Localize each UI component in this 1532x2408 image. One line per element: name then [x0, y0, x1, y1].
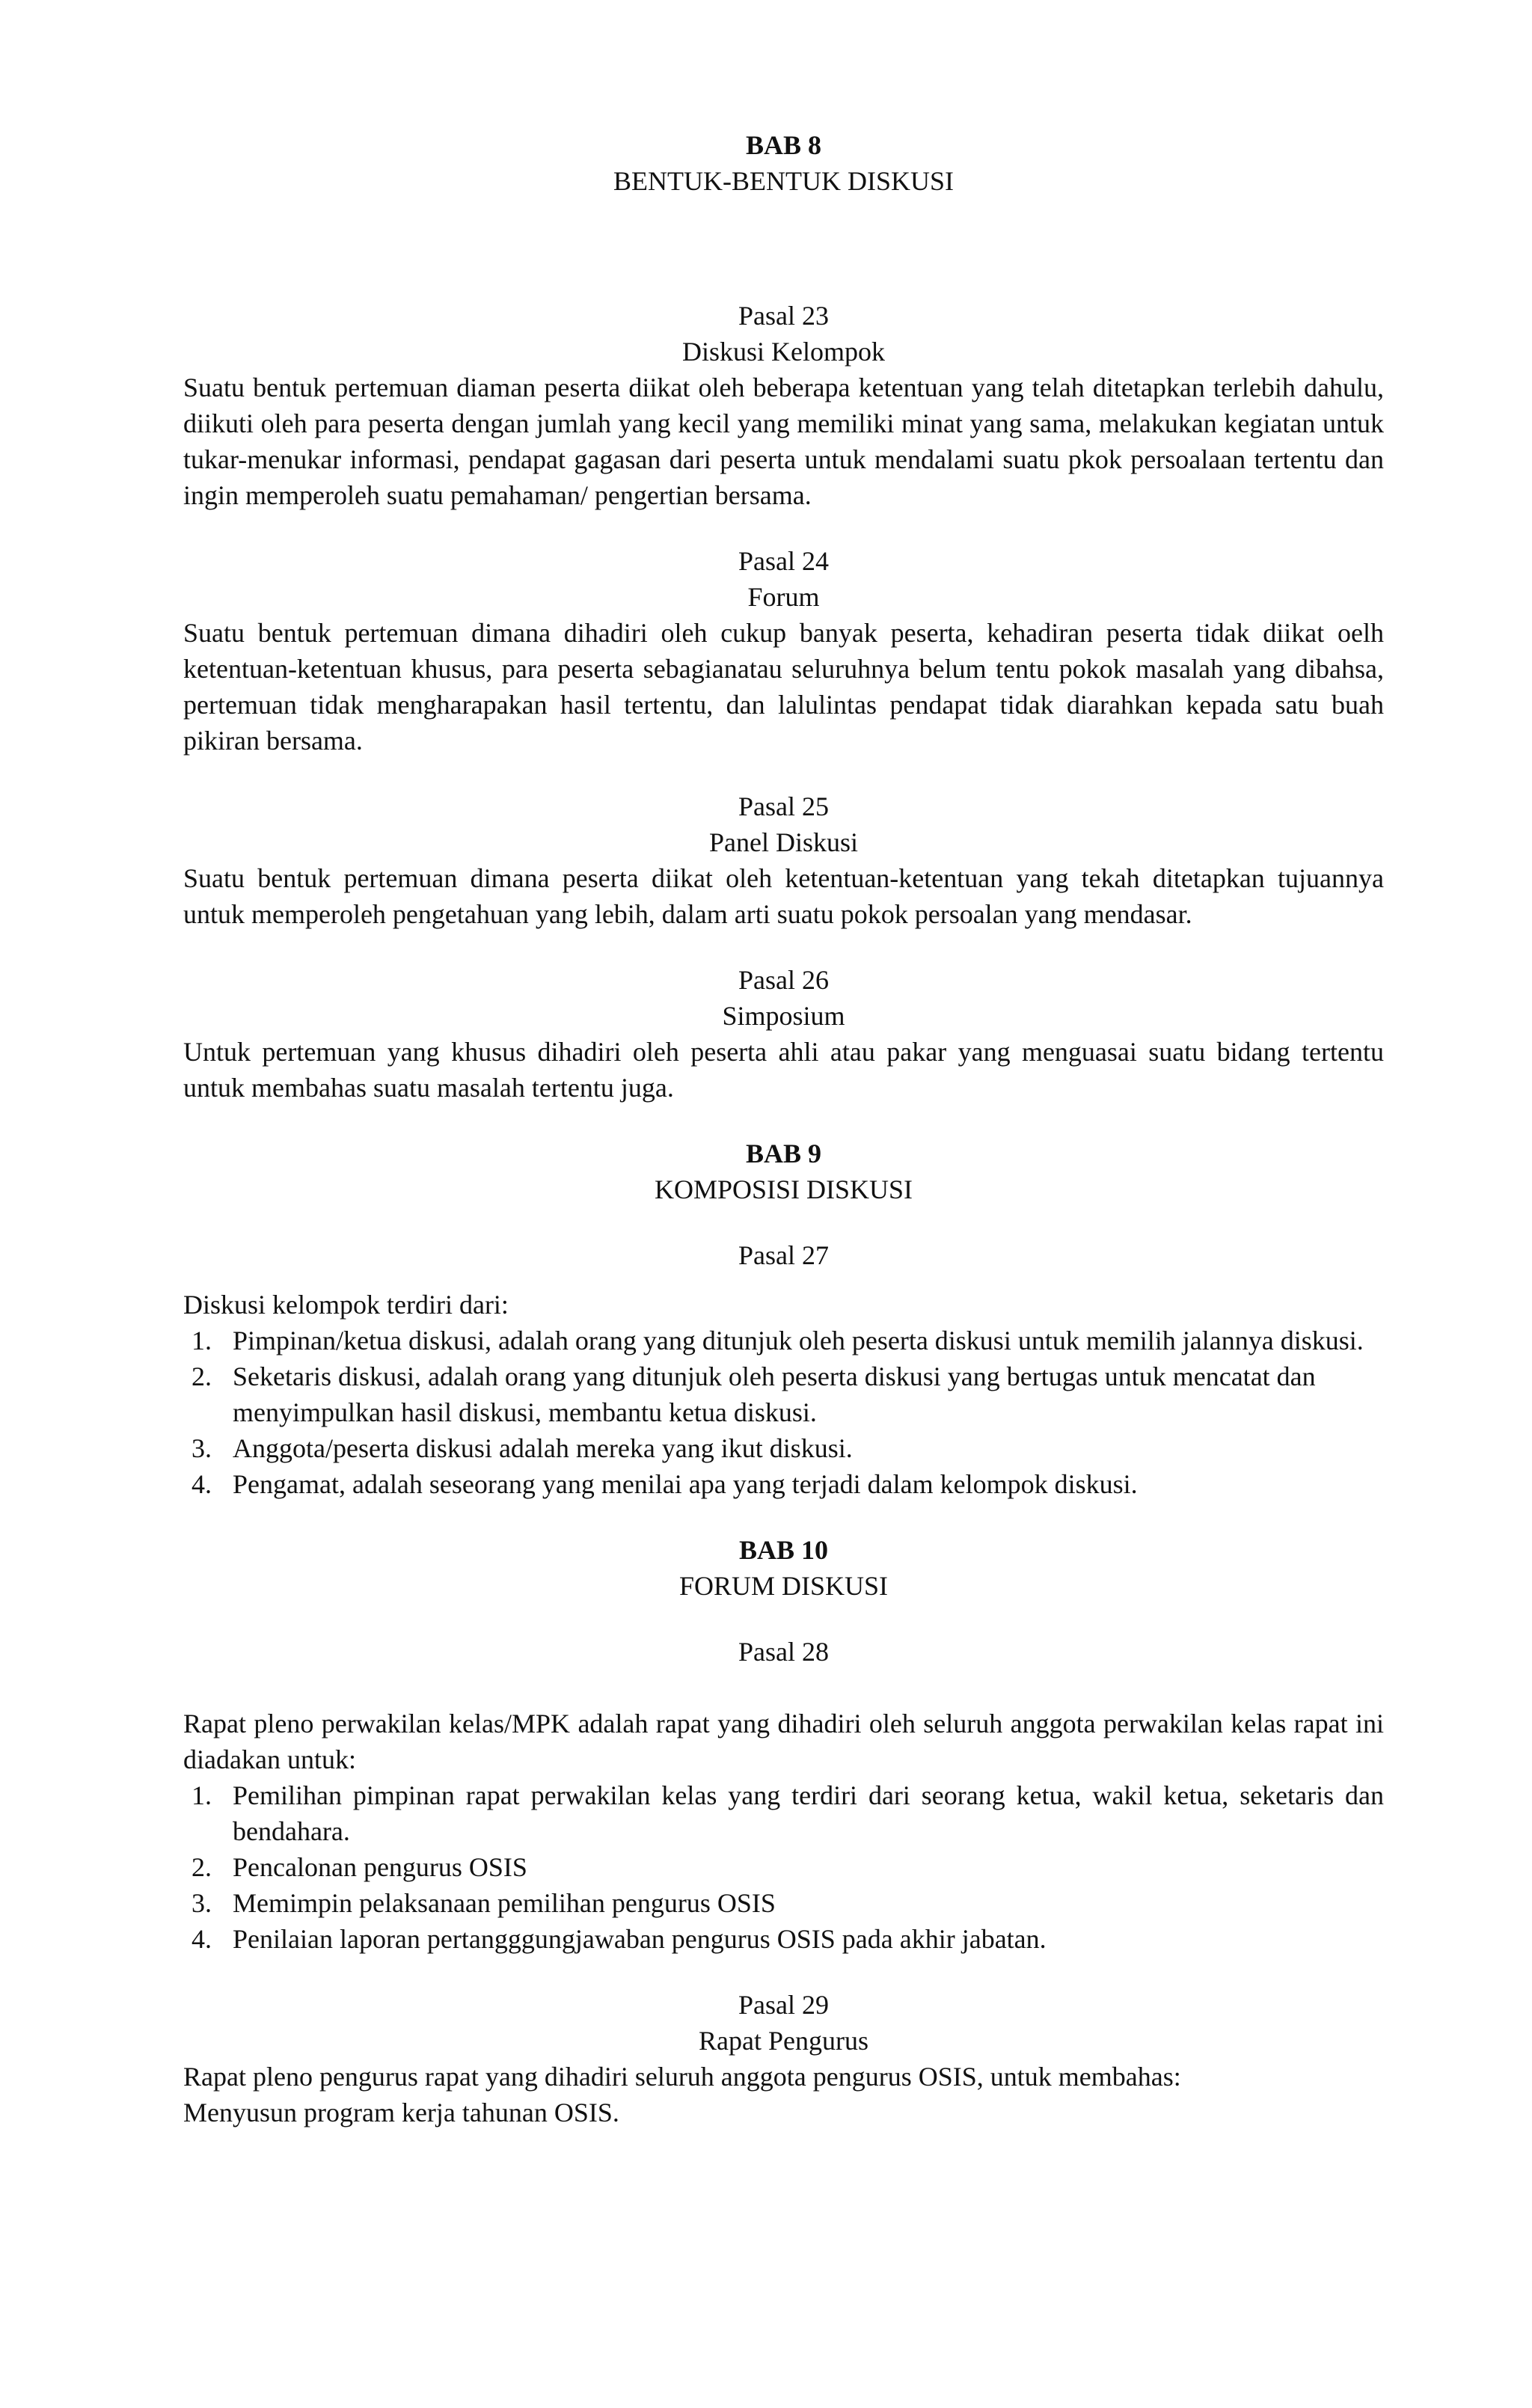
pasal-subtitle: Simposium: [722, 1001, 845, 1031]
pasal-title: Pasal 23: [738, 301, 829, 331]
list-number: 4.: [192, 1469, 212, 1499]
list-item-text: Anggota/peserta diskusi adalah mereka yang ikut diskusi.: [233, 1433, 853, 1463]
paragraph-gap: [183, 1106, 1384, 1136]
list-item: [183, 1323, 1384, 1358]
list-item-text: Pencalonan pengurus OSIS: [233, 1852, 527, 1882]
pasal-subtitle: Diskusi Kelompok: [681, 337, 885, 367]
chapter-title: BAB 9: [745, 1139, 822, 1168]
list-number: 3.: [192, 1433, 212, 1463]
paragraph-gap: [183, 1273, 1384, 1287]
pasal-title: Pasal 29: [738, 1990, 829, 2020]
pasal-text: Suatu bentuk pertemuan dimana peserta diikat oleh ketentuan-ketentuan yang tekah ditetapkan tujuannya untuk memperoleh pengetahuan yang lebih, dalam arti suatu pokok persoalan yang mendasar.: [183, 863, 1384, 929]
pasal-intro: Diskusi kelompok terdiri dari:: [183, 1290, 509, 1320]
pasal-title: Pasal 27: [738, 1240, 829, 1270]
pasal-title: Pasal 24: [738, 546, 829, 576]
list-item: [183, 1430, 1384, 1466]
list-item-text: Memimpin pelaksanaan pemilihan pengurus OSIS: [233, 1888, 776, 1918]
list-number: 2.: [192, 1361, 212, 1391]
paragraph-gap: [183, 759, 1384, 788]
list-item: [183, 1358, 1384, 1430]
pasal-subtitle: Rapat Pengurus: [699, 2026, 868, 2056]
list-item-text: Penilaian laporan pertangggungjawaban pengurus OSIS pada akhir jabatan.: [233, 1924, 1047, 1954]
list-item: [183, 1849, 1384, 1885]
chapter-subtitle: FORUM DISKUSI: [678, 1571, 889, 1601]
paragraph-gap: [183, 1670, 1384, 1706]
pasal-intro: Rapat pleno perwakilan kelas/MPK adalah rapat yang dihadiri oleh seluruh anggota perwakilan kelas rapat ini diadakan untuk:: [183, 1709, 1384, 1774]
list-item-text: Seketaris diskusi, adalah orang yang ditunjuk oleh peserta diskusi yang bertugas untuk mencatat dan menyimpulkan hasil diskusi, membantu ketua diskusi.: [233, 1361, 1316, 1427]
paragraph-gap: [183, 1957, 1384, 1987]
list-number: 3.: [192, 1888, 212, 1918]
chapter-subtitle: KOMPOSISI DISKUSI: [654, 1174, 913, 1204]
list-item: [183, 1777, 1384, 1849]
list-number: 2.: [192, 1852, 212, 1882]
pasal-title: Pasal 26: [738, 965, 829, 995]
paragraph-gap: [183, 932, 1384, 962]
list-number: 1.: [192, 1326, 212, 1355]
list-number: 1.: [192, 1780, 212, 1810]
list-item: [183, 1885, 1384, 1921]
paragraph-gap: [183, 1604, 1384, 1634]
section-gap: [183, 199, 1384, 298]
list-item-text: Pimpinan/ketua diskusi, adalah orang yang ditunjuk oleh peserta diskusi untuk memilih jalannya diskusi.: [233, 1326, 1364, 1355]
pasal-text: Suatu bentuk pertemuan dimana dihadiri oleh cukup banyak peserta, kehadiran peserta tidak diikat oelh ketentuan-ketentuan khusus, para peserta sebagianatau seluruhnya belum tentu pokok masalah yang dibahsa, pertemuan tidak mengharapakan hasil tertentu, dan lalulintas pendapat tidak diarahkan kepada satu buah pikiran bersama.: [183, 618, 1384, 756]
numbered-list: [183, 1323, 1384, 1502]
pasal-title: Pasal 28: [738, 1637, 829, 1667]
pasal-text: Rapat pleno pengurus rapat yang dihadiri seluruh anggota pengurus OSIS, untuk membahas:: [183, 2062, 1181, 2092]
chapter-title: BAB 10: [738, 1535, 829, 1565]
list-item-text: Pengamat, adalah seseorang yang menilai apa yang terjadi dalam kelompok diskusi.: [233, 1469, 1138, 1499]
paragraph-gap: [183, 1207, 1384, 1237]
list-item: [183, 1466, 1384, 1502]
paragraph-gap: [183, 1502, 1384, 1532]
pasal-subtitle: Forum: [747, 582, 820, 612]
chapter-title: BAB 8: [745, 130, 822, 160]
pasal-subtitle: Panel Diskusi: [708, 827, 858, 857]
list-item-text: Pemilihan pimpinan rapat perwakilan kelas yang terdiri dari seorang ketua, wakil ketua, seketaris dan bendahara.: [233, 1780, 1384, 1846]
pasal-text-line-two: Menyusun program kerja tahunan OSIS.: [183, 2098, 619, 2127]
chapter-subtitle: BENTUK-BENTUK DISKUSI: [613, 166, 954, 196]
document-content: [183, 127, 1384, 2130]
list-number: 4.: [192, 1924, 212, 1954]
pasal-text: Suatu bentuk pertemuan diaman peserta diikat oleh beberapa ketentuan yang telah ditetapkan terlebih dahulu, diikuti oleh para peserta dengan jumlah yang kecil yang memiliki minat yang sama, melakukan kegiatan untuk tukar-menukar informasi, pendapat gagasan dari peserta untuk mendalami suatu pkok persoalaan tertentu dan ingin memperoleh suatu pemahaman/ pengertian bersama.: [183, 373, 1384, 510]
list-item: [183, 1921, 1384, 1957]
numbered-list: [183, 1777, 1384, 1957]
paragraph-gap: [183, 513, 1384, 543]
pasal-text: Untuk pertemuan yang khusus dihadiri oleh peserta ahli atau pakar yang menguasai suatu bidang tertentu untuk membahas suatu masalah tertentu juga.: [183, 1037, 1384, 1103]
pasal-title: Pasal 25: [738, 791, 829, 821]
